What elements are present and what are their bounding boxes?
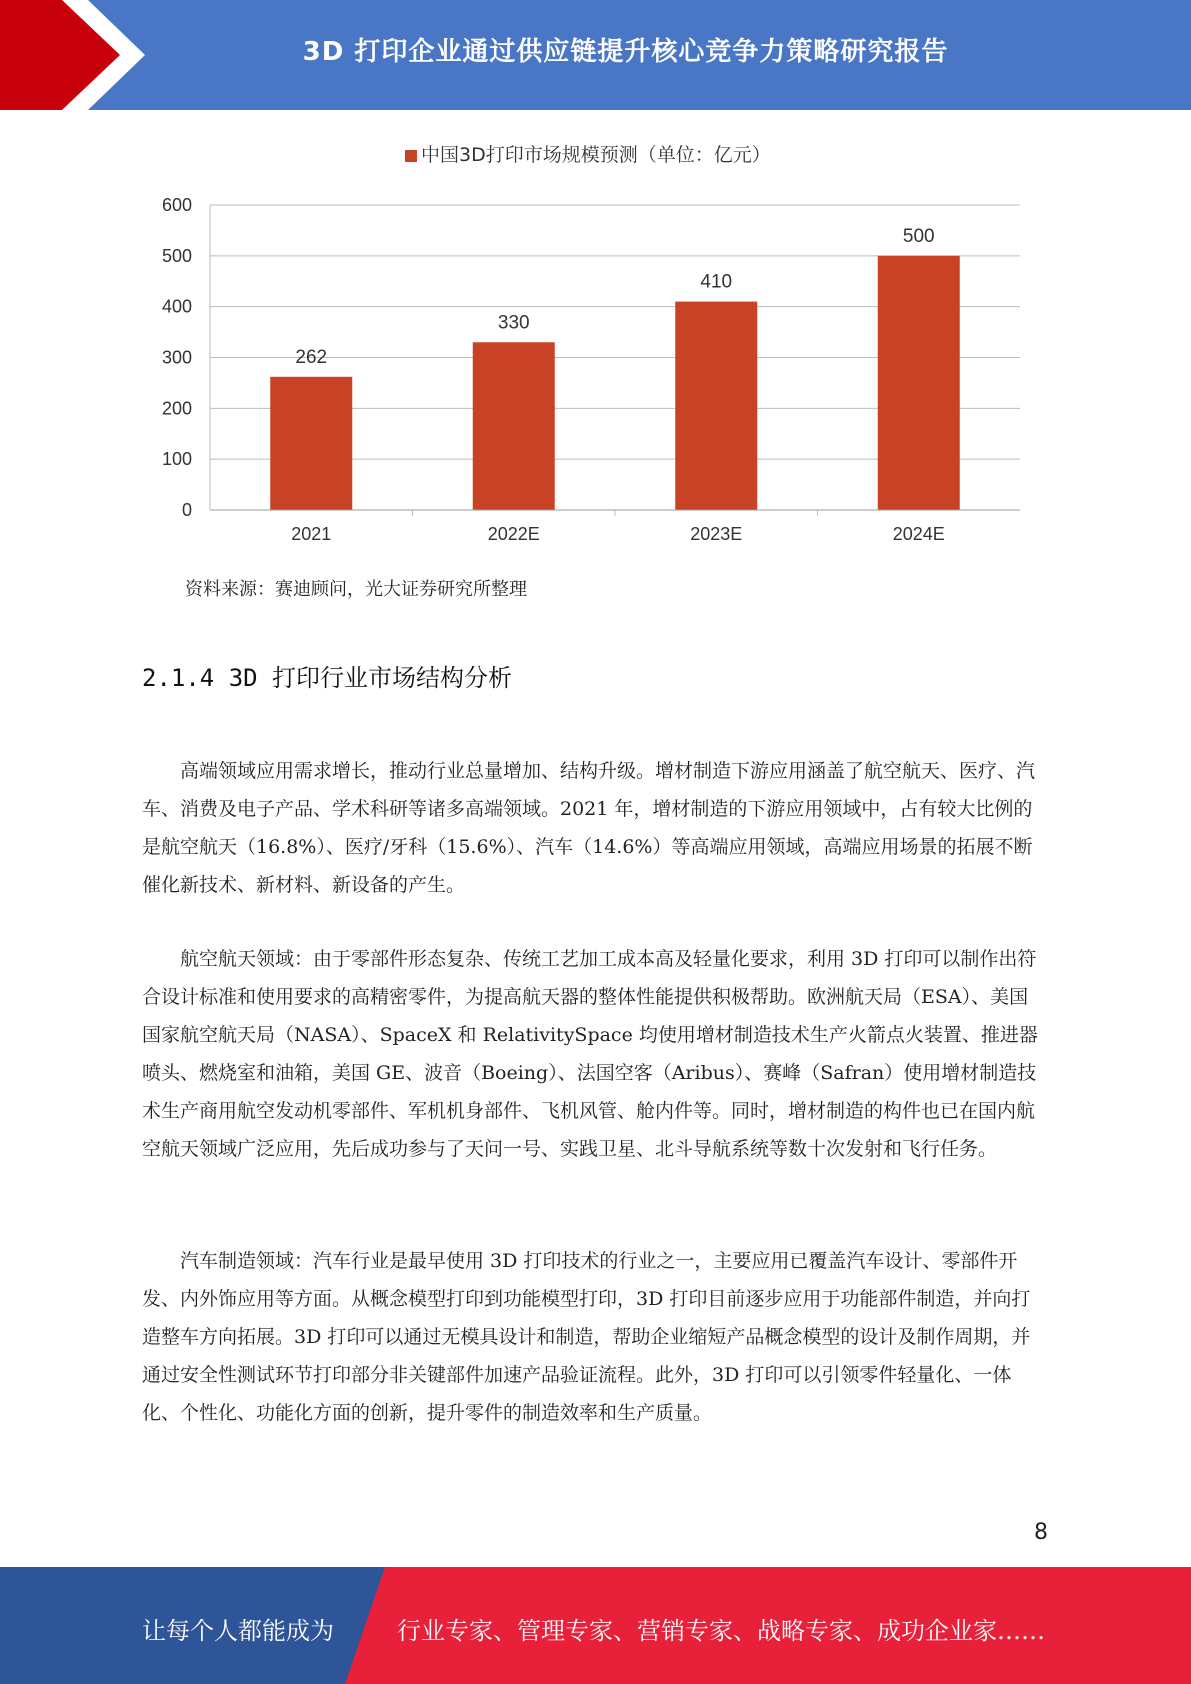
legend-label: 中国3D打印市场规模预测（单位：亿元）: [421, 144, 771, 166]
paragraph-aerospace: 航空航天领域：由于零部件形态复杂、传统工艺加工成本高及轻量化要求，利用 3D 打印可以制作出符合设计标准和使用要求的高精密零件，为提高航天器的整体性能提供积极帮助。欧洲航天局（ESA）、美国国家航空航天局（NASA）、SpaceX 和 RelativitySpace 均使用增材制造技术生产火箭点火装置、推进器喷头、燃烧室和油箱，美国 GE、波音（Boeing）、法国空客（Aribus）、赛峰（Safran）使用增材制造技术生产商用航空发动机零部件、军机机身部件、飞机风管、舱内件等。同时，增材制造的构件也已在国内航空航天领域广泛应用，先后成功参与了天问一号、实践卫星、北斗导航系统等数十次发射和飞行任务。: [142, 948, 1038, 1160]
x-tick-label: 2023E: [690, 524, 743, 544]
y-tick-label: 0: [181, 500, 192, 520]
footer-banner: [0, 1567, 1191, 1684]
legend-swatch: [405, 150, 417, 162]
bar: [675, 302, 757, 510]
footer-slogan-right: 行业专家、管理专家、营销专家、战略专家、成功企业家……: [397, 1617, 1045, 1645]
paragraph-high-end-demand: 高端领域应用需求增长，推动行业总量增加、结构升级。增材制造下游应用涵盖了航空航天、医疗、汽车、消费及电子产品、学术科研等诸多高端领域。2021 年，增材制造的下游应用领域中，占有较大比例的是航空航天（16.8%）、医疗/牙科（15.6%）、汽车（14.6%）等高端应用领域，高端应用场景的拓展不断催化新技术、新材料、新设备的产生。: [142, 760, 1036, 896]
y-tick-label: 100: [161, 449, 192, 470]
y-tick-label: 200: [161, 398, 192, 419]
bar: [473, 342, 555, 510]
footer-slogan-left: 让每个人都能成为: [142, 1617, 334, 1645]
market-size-chart: [140, 130, 1040, 550]
y-tick-label: 400: [161, 296, 192, 317]
y-tick-label: 300: [161, 347, 192, 368]
x-tick-label: 2021: [291, 524, 332, 544]
x-tick-label: 2022E: [487, 524, 540, 544]
bar: [878, 256, 960, 510]
chart-source-note: 资料来源：赛迪顾问，光大证券研究所整理: [185, 579, 527, 600]
y-tick-label: 500: [161, 245, 192, 266]
bar-chart-svg: [140, 130, 1040, 550]
page-number: 8: [1034, 1520, 1048, 1545]
paragraph-automotive: 汽车制造领域：汽车行业是最早使用 3D 打印技术的行业之一，主要应用已覆盖汽车设计、零部件开发、内外饰应用等方面。从概念模型打印到功能模型打印，3D 打印目前逐步应用于功能部件制造，并向打造整车方向拓展。3D 打印可以通过无模具设计和制造，帮助企业缩短产品概念模型的设计及制作周期，并通过安全性测试环节打印部分非关键部件加速产品验证流程。此外，3D 打印可以引领零件轻量化、一体化、个性化、功能化方面的创新，提升零件的制造效率和生产质量。: [142, 1250, 1031, 1424]
report-title: 3D 打印企业通过供应链提升核心竞争力策略研究报告: [302, 37, 949, 67]
data-label: 262: [295, 346, 328, 368]
data-label: 410: [700, 271, 733, 293]
bar: [270, 377, 352, 510]
data-label: 330: [497, 312, 530, 334]
section-heading: 2.1.4 3D 打印行业市场结构分析: [142, 664, 513, 692]
y-tick-label: 600: [161, 195, 192, 215]
x-tick-label: 2024E: [892, 524, 945, 544]
data-label: 500: [902, 225, 935, 247]
report-header: [0, 0, 1191, 110]
